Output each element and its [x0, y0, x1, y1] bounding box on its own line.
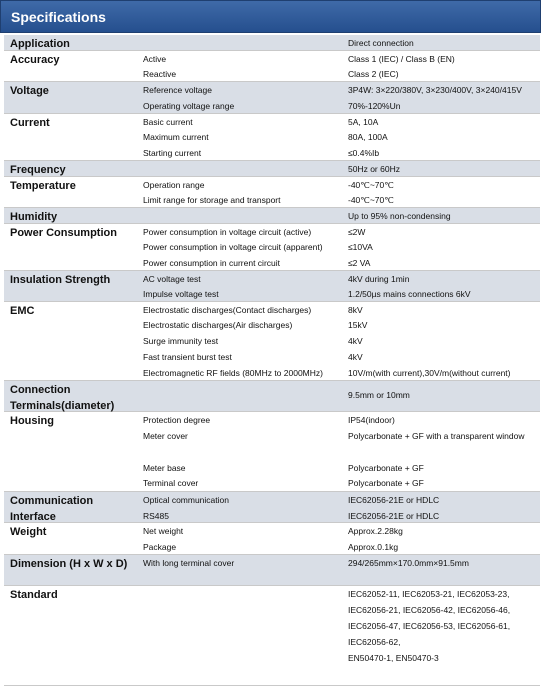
spec-value: IEC62056-47, IEC62056-53, IEC62056-61, [348, 621, 511, 631]
spec-label: RS485 [143, 511, 169, 521]
spec-label: Reference voltage [143, 85, 212, 95]
spec-value: 70%-120%Un [348, 101, 401, 111]
spec-value: IEC62056-21E or HDLC [348, 511, 440, 521]
spec-label: Meter cover [143, 431, 188, 441]
spec-label: Active [143, 54, 167, 64]
spec-value: Polycarbonate + GF [348, 478, 424, 488]
spec-value: 8kV [348, 305, 363, 315]
spec-value: 3P4W: 3×220/380V, 3×230/400V, 3×240/415V [348, 85, 522, 95]
spec-label: With long terminal cover [143, 558, 235, 568]
spec-row [4, 271, 540, 302]
spec-label: Meter base [143, 463, 186, 473]
spec-row [4, 177, 540, 208]
spec-value: ≤0.4%Ib [348, 148, 380, 158]
specifications-table [4, 35, 540, 686]
spec-row [4, 51, 540, 82]
spec-value: 15kV [348, 320, 368, 330]
spec-value: -40℃~70℃ [348, 195, 394, 205]
spec-value: 50Hz or 60Hz [348, 164, 400, 174]
spec-value: Class 2 (IEC) [348, 69, 399, 79]
spec-category: Accuracy [10, 54, 60, 66]
spec-value: Direct connection [348, 38, 414, 48]
spec-value: IP54(indoor) [348, 415, 395, 425]
spec-row [4, 208, 540, 224]
spec-label: Power consumption in voltage circuit (apparent) [143, 242, 323, 252]
spec-row [4, 523, 540, 555]
spec-value: Polycarbonate + GF [348, 463, 424, 473]
spec-label: Power consumption in voltage circuit (active) [143, 227, 312, 237]
spec-row [4, 302, 540, 381]
spec-value: Polycarbonate + GF with a transparent window [348, 431, 525, 441]
spec-value: IEC62056-21, IEC62056-42, IEC62056-46, [348, 605, 511, 615]
spec-label: Electromagnetic RF fields (80MHz to 2000MHz) [143, 368, 323, 378]
spec-value: -40℃~70℃ [348, 180, 394, 190]
spec-value: 4kV during 1min [348, 274, 410, 284]
spec-label: Electrostatic discharges(Air discharges) [143, 320, 293, 330]
spec-row [4, 492, 540, 523]
spec-value: Approx.0.1kg [348, 542, 399, 552]
spec-category: Dimension (H x W x D) [10, 558, 128, 570]
spec-label: Fast transient burst test [143, 352, 232, 362]
spec-value: IEC62056-21E or HDLC [348, 495, 440, 505]
spec-label: Maximum current [143, 132, 209, 142]
spec-label: Electrostatic discharges(Contact discharges) [143, 305, 312, 315]
spec-value: ≤10VA [348, 242, 373, 252]
spec-value: ≤2 VA [348, 258, 371, 268]
spec-category: Insulation Strength [10, 274, 111, 286]
spec-category: Humidity [10, 211, 58, 223]
page-title: Specifications [11, 9, 106, 25]
spec-category: Frequency [10, 164, 66, 176]
spec-value: IEC62056-62, [348, 637, 401, 647]
spec-category: Power Consumption [10, 227, 117, 239]
spec-category: Temperature [10, 180, 76, 192]
spec-row [4, 35, 540, 51]
spec-category: Housing [10, 415, 54, 427]
spec-row [4, 161, 540, 177]
spec-value: ≤2W [348, 227, 366, 237]
spec-category: Connection Terminals(diameter) [10, 384, 115, 412]
spec-label: Impulse voltage test [143, 289, 219, 299]
spec-label: Operating voltage range [143, 101, 235, 111]
spec-value: Approx.2.28kg [348, 526, 403, 536]
spec-row [4, 586, 540, 686]
spec-label: Limit range for storage and transport [143, 195, 281, 205]
spec-label: Protection degree [143, 415, 211, 425]
spec-label: Power consumption in current circuit [143, 258, 281, 268]
spec-row [4, 114, 540, 161]
spec-label: AC voltage test [143, 274, 201, 284]
spec-row [4, 555, 540, 586]
spec-value: IEC62052-11, IEC62053-21, IEC62053-23, [348, 589, 510, 599]
specifications-header [0, 0, 541, 33]
spec-label: Optical communication [143, 495, 229, 505]
spec-category: Communication Interface [10, 495, 94, 523]
spec-value: EN50470-1, EN50470-3 [348, 653, 439, 663]
spec-value: 4kV [348, 336, 363, 346]
spec-category: EMC [10, 305, 35, 317]
spec-value: 1.2/50µs mains connections 6kV [348, 289, 471, 299]
spec-value: 4kV [348, 352, 363, 362]
spec-value: 5A, 10A [348, 117, 379, 127]
spec-row [4, 412, 540, 492]
spec-label: Basic current [143, 117, 193, 127]
spec-value: 294/265mm×170.0mm×91.5mm [348, 558, 469, 568]
spec-row [4, 381, 540, 412]
spec-label: Surge immunity test [143, 336, 219, 346]
spec-value: 9.5mm or 10mm [348, 390, 410, 400]
spec-category: Current [10, 117, 50, 129]
spec-category: Standard [10, 589, 58, 601]
spec-category: Application [10, 38, 70, 50]
spec-category: Weight [10, 526, 47, 538]
spec-label: Net weight [143, 526, 184, 536]
spec-row [4, 224, 540, 271]
spec-category: Voltage [10, 85, 49, 97]
spec-value: Up to 95% non-condensing [348, 211, 451, 221]
spec-value: Class 1 (IEC) / Class B (EN) [348, 54, 455, 64]
spec-value: 80A, 100A [348, 132, 388, 142]
spec-label: Terminal cover [143, 478, 199, 488]
spec-row [4, 82, 540, 114]
spec-label: Package [143, 542, 177, 552]
spec-label: Operation range [143, 180, 205, 190]
spec-label: Reactive [143, 69, 177, 79]
spec-value: 10V/m(with current),30V/m(without current) [348, 368, 511, 378]
spec-label: Starting current [143, 148, 202, 158]
